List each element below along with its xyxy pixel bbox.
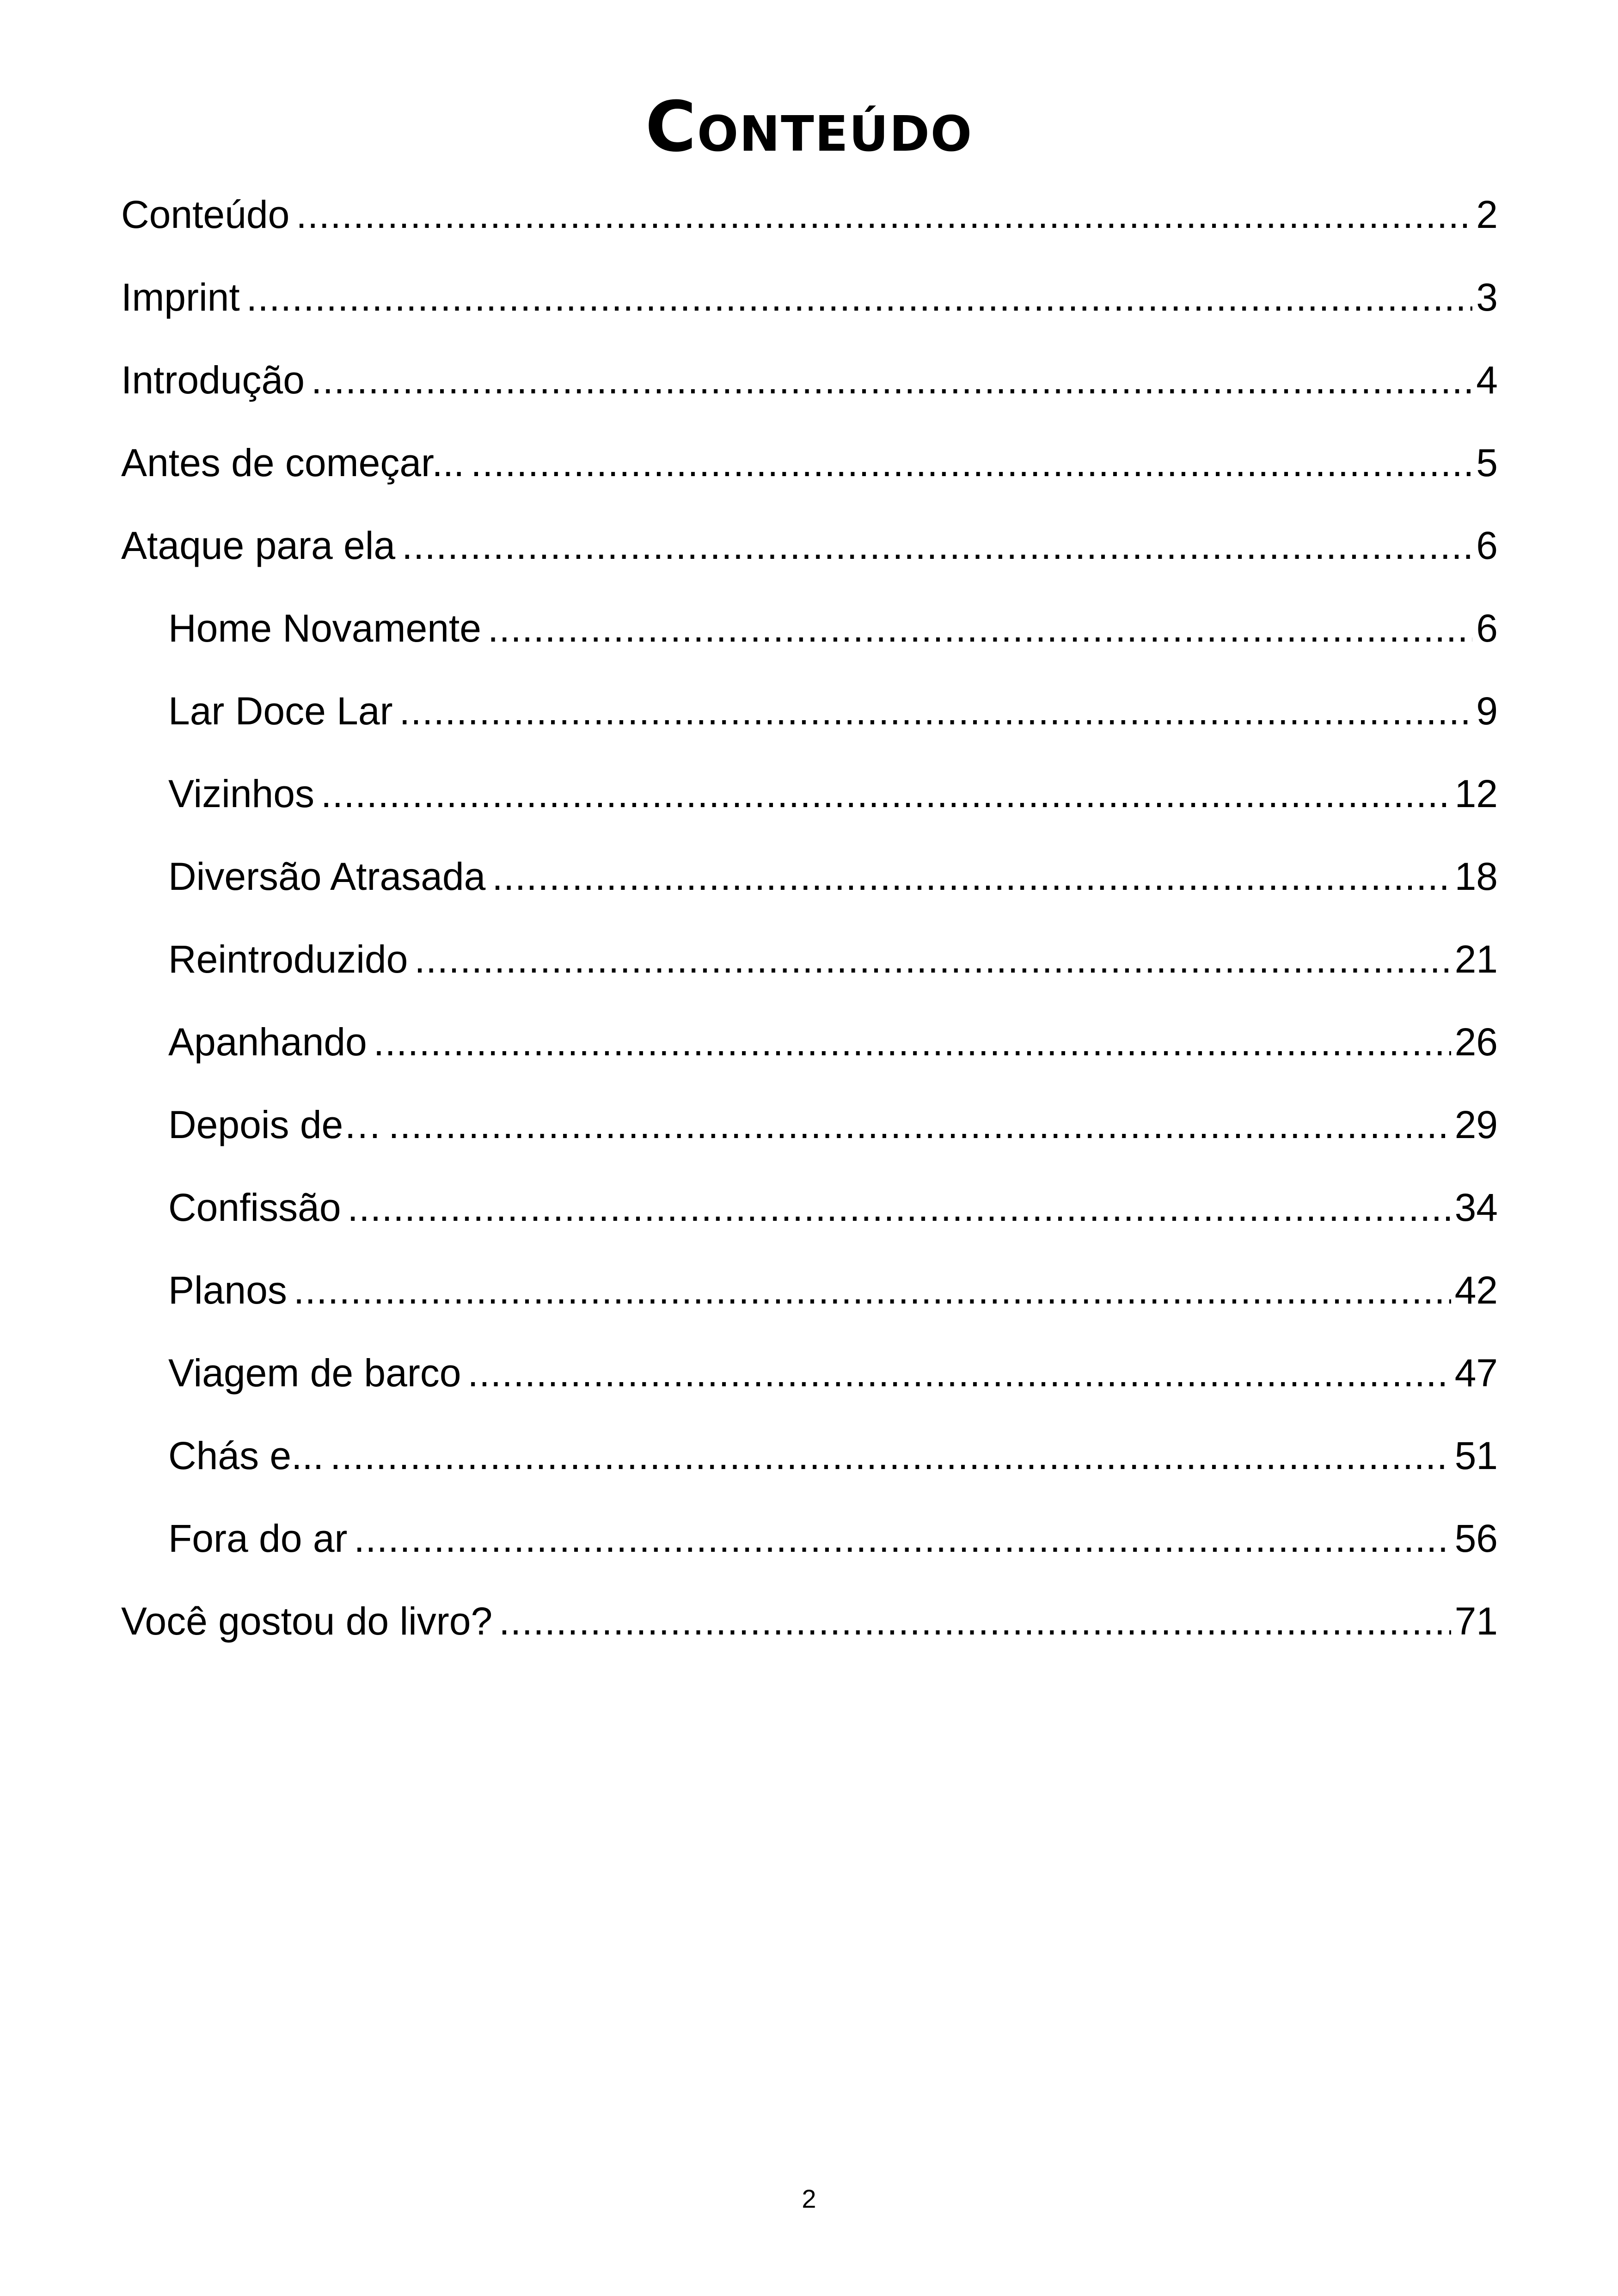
toc-entry-page: 51 (1454, 1434, 1498, 1477)
toc-entry-label: Confissão (168, 1186, 341, 1229)
table-of-contents (121, 178, 1498, 1667)
toc-entry-label: Fora do ar (168, 1517, 348, 1560)
toc-dot-leader (321, 757, 1451, 831)
toc-entry-label: Você gostou do livro? (121, 1599, 493, 1643)
toc-subentry[interactable] (121, 1170, 1498, 1253)
toc-entry-label: Ataque para ela (121, 524, 396, 567)
toc-entry[interactable] (121, 343, 1498, 426)
toc-dot-leader (468, 1336, 1451, 1410)
toc-entry-page: 4 (1476, 358, 1498, 402)
toc-dot-leader (471, 426, 1472, 500)
toc-entry-label: Viagem de barco (168, 1351, 461, 1395)
toc-entry-page: 47 (1454, 1351, 1498, 1395)
toc-dot-leader (414, 922, 1451, 996)
toc-subentry[interactable] (121, 1501, 1498, 1584)
page-title: Conteúdo (645, 87, 973, 167)
toc-dot-leader (374, 1005, 1451, 1079)
toc-dot-leader (354, 1501, 1451, 1575)
toc-entry-page: 18 (1454, 855, 1498, 898)
toc-entry-label: Reintroduzido (168, 937, 408, 981)
toc-subentry[interactable] (121, 922, 1498, 1005)
toc-entry-page: 2 (1476, 193, 1498, 236)
toc-entry[interactable] (121, 260, 1498, 343)
toc-dot-leader (330, 1419, 1451, 1493)
toc-entry-label: Home Novamente (168, 606, 481, 650)
toc-entry-page: 6 (1476, 606, 1498, 650)
toc-dot-leader (399, 674, 1473, 748)
toc-entry-page: 21 (1454, 937, 1498, 981)
toc-dot-leader (246, 260, 1473, 334)
page-number: 2 (802, 2184, 816, 2213)
toc-entry-page: 34 (1454, 1186, 1498, 1229)
toc-entry-page: 5 (1476, 441, 1498, 484)
toc-entry-label: Vizinhos (168, 772, 314, 815)
toc-entry-label: Planos (168, 1268, 287, 1312)
toc-subentry[interactable] (121, 839, 1498, 922)
toc-dot-leader (294, 1253, 1451, 1327)
toc-entry-page: 56 (1454, 1517, 1498, 1560)
toc-entry-label: Conteúdo (121, 193, 290, 236)
toc-entry-label: Lar Doce Lar (168, 689, 393, 733)
toc-dot-leader (296, 178, 1472, 251)
toc-entry-label: Imprint (121, 276, 240, 319)
toc-dot-leader (492, 839, 1451, 913)
toc-dot-leader (499, 1584, 1451, 1658)
toc-subentry[interactable] (121, 1419, 1498, 1501)
toc-entry-label: Introdução (121, 358, 305, 402)
toc-entry-label: Apanhando (168, 1020, 367, 1064)
toc-subentry[interactable] (121, 1088, 1498, 1170)
toc-subentry[interactable] (121, 674, 1498, 757)
toc-subentry[interactable] (121, 1336, 1498, 1419)
toc-subentry[interactable] (121, 1253, 1498, 1336)
toc-entry-page: 71 (1454, 1599, 1498, 1643)
toc-entry[interactable] (121, 508, 1498, 591)
toc-dot-leader (348, 1170, 1451, 1244)
toc-dot-leader (402, 508, 1472, 582)
toc-subentry[interactable] (121, 757, 1498, 839)
toc-entry-page: 29 (1454, 1103, 1498, 1146)
toc-entry-page: 6 (1476, 524, 1498, 567)
toc-entry[interactable] (121, 178, 1498, 260)
toc-entry[interactable] (121, 426, 1498, 508)
toc-dot-leader (388, 1088, 1451, 1162)
toc-dot-leader (311, 343, 1472, 417)
toc-entry-label: Antes de começar... (121, 441, 465, 484)
toc-entry-page: 42 (1454, 1268, 1498, 1312)
toc-entry[interactable] (121, 1584, 1498, 1667)
toc-dot-leader (488, 591, 1472, 665)
toc-subentry[interactable] (121, 591, 1498, 674)
toc-entry-page: 9 (1476, 689, 1498, 733)
toc-entry-label: Diversão Atrasada (168, 855, 486, 898)
toc-subentry[interactable] (121, 1005, 1498, 1088)
toc-entry-label: Chás e... (168, 1434, 324, 1477)
toc-entry-page: 26 (1454, 1020, 1498, 1064)
toc-entry-label: Depois de… (168, 1103, 382, 1146)
toc-entry-page: 3 (1476, 276, 1498, 319)
toc-entry-page: 12 (1454, 772, 1498, 815)
